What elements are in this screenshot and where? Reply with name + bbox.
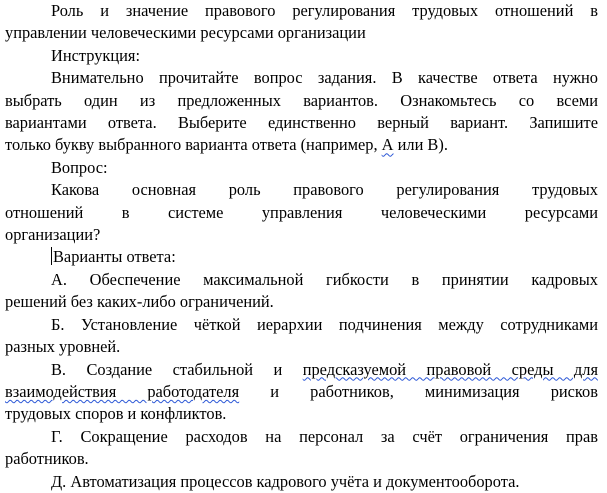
- answer-c-spellcheck-2: взаимодействия работодателя: [5, 381, 240, 401]
- title-line-2: управлении человеческими ресурсами организации: [5, 23, 366, 43]
- instructions-heading: [5, 45, 598, 67]
- instructions-heading-text: Инструкция:: [51, 45, 141, 65]
- answers-heading-line: [5, 246, 598, 268]
- answer-a-line-1: А. Обеспечение максимальной гибкости в принятии кадровых: [51, 269, 598, 289]
- answer-option-a: [5, 269, 598, 314]
- instructions-line-1: Внимательно прочитайте вопрос задания. В качестве ответа нужно: [51, 68, 598, 88]
- answer-e-line-1: Д. Автоматизация процессов кадрового учёта и документооборота.: [51, 471, 520, 491]
- instructions-paragraph: [5, 67, 598, 157]
- instructions-letter-a: А: [381, 135, 394, 155]
- answers-heading: [5, 246, 598, 268]
- answer-b-line-1: Б. Установление чёткой иерархии подчинения между сотрудниками: [51, 314, 598, 334]
- answer-a-line-2: решений без каких-либо ограничений.: [5, 292, 274, 312]
- answer-c-spellcheck-1: предсказуемой правовой среды для: [302, 359, 598, 379]
- answer-option-e: [5, 471, 598, 493]
- answer-d-line-1: Г. Сокращение расходов на персонал за счёт ограничения прав: [51, 426, 598, 446]
- answer-c-line-1-prefix: В. Создание стабильной и: [51, 359, 303, 379]
- instructions-line-4: [5, 134, 598, 156]
- answer-option-c: [5, 359, 598, 426]
- question-line-2: отношений в системе управления человеческими ресурсами: [5, 202, 598, 222]
- question-heading: [5, 157, 598, 179]
- answer-option-d: [5, 426, 598, 471]
- question-line-1: Какова основная роль правового регулирования трудовых: [51, 180, 598, 200]
- answer-option-b: [5, 314, 598, 359]
- answers-heading-text: Варианты ответа:: [53, 247, 176, 267]
- instructions-line-4-suffix: или В).: [393, 135, 448, 155]
- answer-c-line-1: [5, 359, 598, 381]
- answer-c-line-2: [5, 381, 598, 403]
- question-paragraph: [5, 179, 598, 246]
- answer-c-line-3: трудовых споров и конфликтов.: [5, 404, 227, 424]
- instructions-line-3: вариантами ответа. Выберите единственно верный вариант. Запишите: [5, 113, 598, 133]
- instructions-line-2: выбрать один из предложенных вариантов. Ознакомьтесь со всеми: [5, 90, 598, 110]
- question-heading-text: Вопрос:: [51, 157, 108, 177]
- instructions-line-4-prefix: только букву выбранного варианта ответа (например,: [5, 135, 382, 155]
- document-title: [5, 0, 598, 45]
- title-line-1: Роль и значение правового регулирования трудовых отношений в: [51, 1, 598, 20]
- text-cursor: [51, 247, 52, 265]
- answer-c-line-2-suffix: и работников, минимизация рисков: [239, 381, 598, 401]
- answer-d-line-2: работников.: [5, 449, 89, 469]
- question-line-3: организации?: [5, 225, 101, 245]
- answer-b-line-2: разных уровней.: [5, 337, 121, 357]
